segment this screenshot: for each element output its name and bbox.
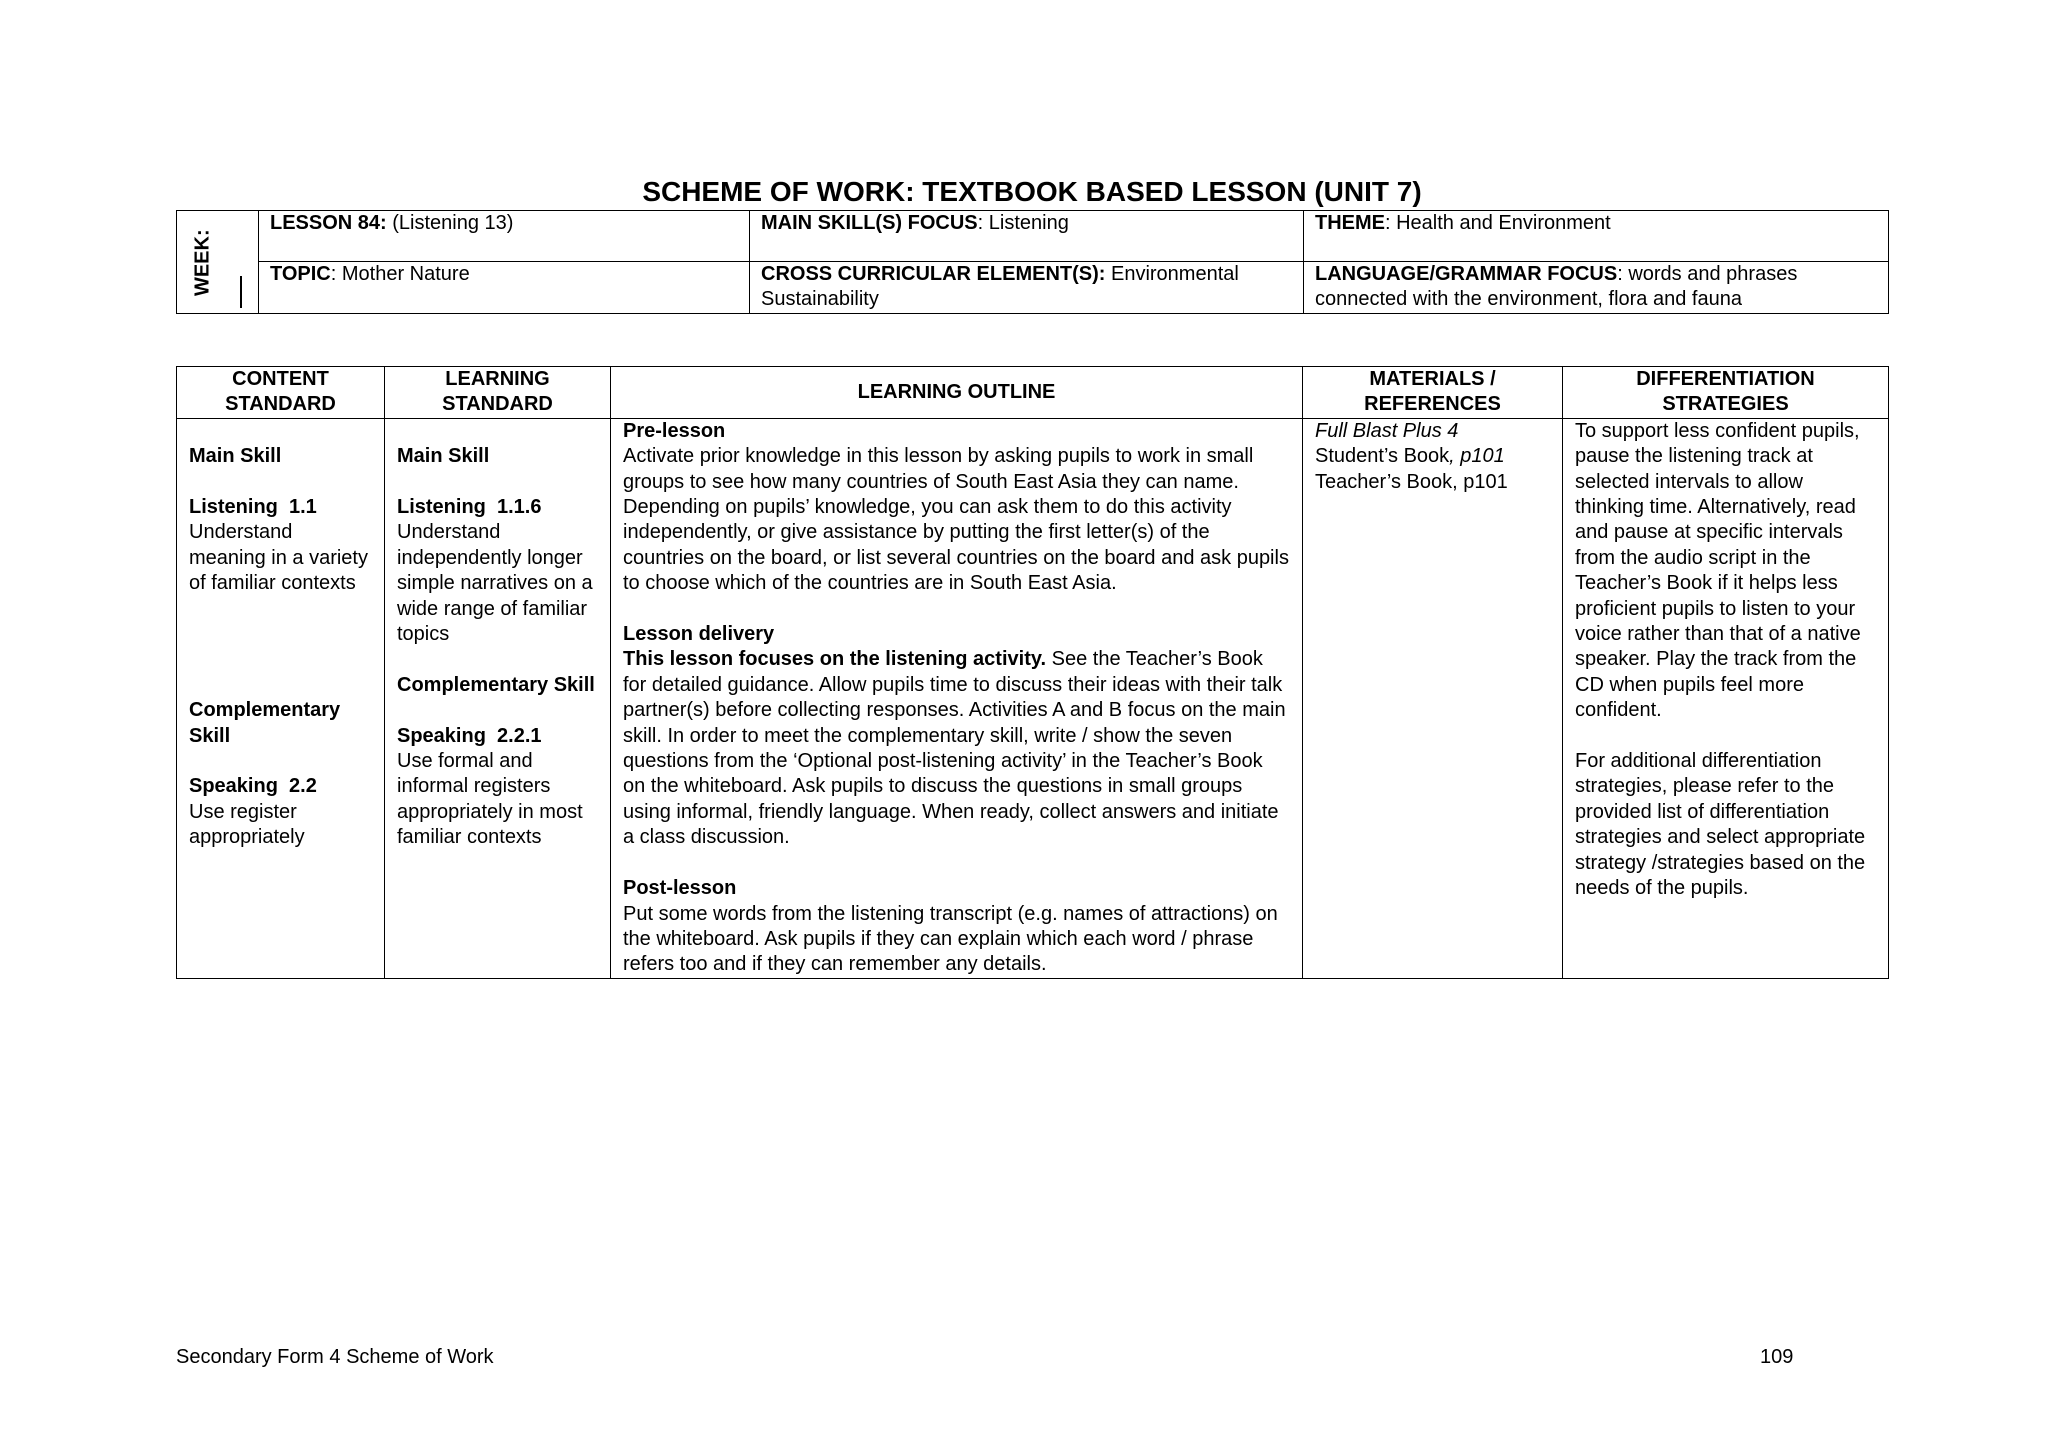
cross-curricular-label: CROSS CURRICULAR ELEMENT(S): — [761, 263, 1106, 285]
lesson-delivery-emphasis: This lesson focuses on the listening activity. — [623, 648, 1047, 671]
differentiation-cell — [1563, 418, 1889, 978]
footer-page-number: 109 — [1760, 1346, 1794, 1368]
content-comp-skill-code: Speaking 2.2 — [189, 775, 317, 798]
content-main-skill-heading: Main Skill — [189, 445, 282, 468]
main-skill-focus-label: MAIN SKILL(S) FOCUS — [761, 212, 978, 234]
learning-main-skill-text: Understand independently longer simple narratives on a wide range of familiar topics — [397, 521, 593, 646]
learning-comp-skill-code: Speaking 2.2.1 — [397, 724, 542, 747]
content-comp-skill-heading: Complementary Skill — [189, 699, 341, 747]
pre-lesson-heading: Pre-lesson — [623, 419, 726, 442]
differentiation-para-1: To support less confident pupils, pause the listening track at selected intervals to allow thinking time. Alternatively, read and pause at specific intervals from the audio script in the Teacher’s Book if it helps less proficient pupils to listen to your voice rather than that of a native speaker. Play the track from the CD when pupils feel more confident. — [1575, 419, 1861, 722]
content-standard-cell — [177, 418, 385, 978]
learning-comp-skill-text: Use formal and informal registers appropriately in most familiar contexts — [397, 750, 583, 849]
lesson-cell — [259, 211, 750, 262]
col-header-learning-outline: LEARNING OUTLINE — [611, 367, 1303, 419]
lesson-header-table — [176, 210, 1889, 314]
col-header-learning-standard: LEARNING STANDARD — [385, 367, 611, 419]
cross-curricular-cell — [750, 262, 1304, 314]
lesson-label: LESSON 84: — [270, 212, 387, 234]
learning-standard-cell — [385, 418, 611, 978]
week-label: WEEK: — [191, 229, 214, 297]
post-lesson-text: Put some words from the listening transcript (e.g. names of attractions) on the whiteboard. Ask pupils if they can explain which each word / phrase refers too and if they can remember any details. — [623, 902, 1278, 976]
learning-comp-skill-heading: Complementary Skill — [397, 673, 595, 696]
differentiation-para-2: For additional differentiation strategies, please refer to the provided list of differentiation strategies and select appropriate strategy /strategies based on the needs of the pupils. — [1575, 750, 1866, 900]
content-comp-skill-text: Use register appropriately — [189, 800, 305, 849]
theme-label: THEME — [1315, 212, 1385, 234]
materials-cell — [1303, 418, 1563, 978]
lesson-plan-table — [176, 366, 1889, 979]
lesson-value: (Listening 13) — [386, 212, 514, 234]
content-main-skill-code: Listening 1.1 — [189, 496, 317, 518]
footer-document-title: Secondary Form 4 Scheme of Work — [176, 1346, 494, 1368]
lesson-delivery-text: See the Teacher’s Book for detailed guidance. Allow pupils time to discuss their ideas with their talk partner(s) before collecting responses. Activities A and B focus on the main skill. In order to meet the complementary skill, write / show the seven questions from the ‘Optional post-listening activity’ in the Teacher’s Book on the whiteboard. Ask pupils to discuss the questions in small groups using informal, friendly language. When ready, collect answers and initiate a class discussion. — [623, 648, 1286, 849]
cross-curricular-value: Environmental Sustainability — [761, 263, 1239, 311]
week-cell — [177, 211, 259, 314]
main-skill-focus-value: : Listening — [977, 212, 1069, 234]
col-header-content-standard: CONTENT STANDARD — [177, 367, 385, 419]
materials-book-title: Full Blast Plus 4 — [1315, 419, 1459, 442]
theme-cell — [1304, 211, 1889, 262]
post-lesson-heading: Post-lesson — [623, 877, 737, 900]
col-header-materials: MATERIALS / REFERENCES — [1303, 367, 1563, 419]
pre-lesson-text: Activate prior knowledge in this lesson by asking pupils to work in small groups to see how many countries of South East Asia they can name. Depending on pupils’ knowledge, you can ask them to do this activity independently, or give assistance by putting the first letter(s) of the countries on the board, or list several countries on the board and ask pupils to choose which of the countries are in South East Asia. — [623, 445, 1289, 595]
language-focus-cell — [1304, 262, 1889, 314]
learning-main-skill-code: Listening 1.1.6 — [397, 496, 542, 518]
main-skill-focus-cell — [750, 211, 1304, 262]
topic-value: : Mother Nature — [330, 263, 470, 285]
language-focus-label: LANGUAGE/GRAMMAR FOCUS — [1315, 263, 1618, 285]
topic-label: TOPIC — [270, 263, 331, 285]
lesson-delivery-heading: Lesson delivery — [623, 623, 775, 646]
lesson-delivery-paragraph — [623, 647, 1290, 850]
materials-student-book — [1315, 444, 1550, 469]
learning-outline-cell — [611, 418, 1303, 978]
topic-cell — [259, 262, 750, 314]
col-header-differentiation: DIFFERENTIATION STRATEGIES — [1563, 367, 1889, 419]
materials-student-book-page: , p101 — [1449, 445, 1505, 468]
page-title: SCHEME OF WORK: TEXTBOOK BASED LESSON (UNIT 7) — [642, 176, 1422, 207]
content-main-skill-text: Understand meaning in a variety of familiar contexts — [189, 521, 368, 595]
learning-main-skill-heading: Main Skill — [397, 445, 490, 468]
week-value-line — [240, 276, 242, 308]
materials-student-book-label: Student’s Book — [1315, 445, 1450, 468]
materials-teacher-book: Teacher’s Book, p101 — [1315, 470, 1508, 493]
theme-value: : Health and Environment — [1385, 212, 1611, 234]
language-focus-value: : words and phrases connected with the environment, flora and fauna — [1315, 263, 1798, 311]
